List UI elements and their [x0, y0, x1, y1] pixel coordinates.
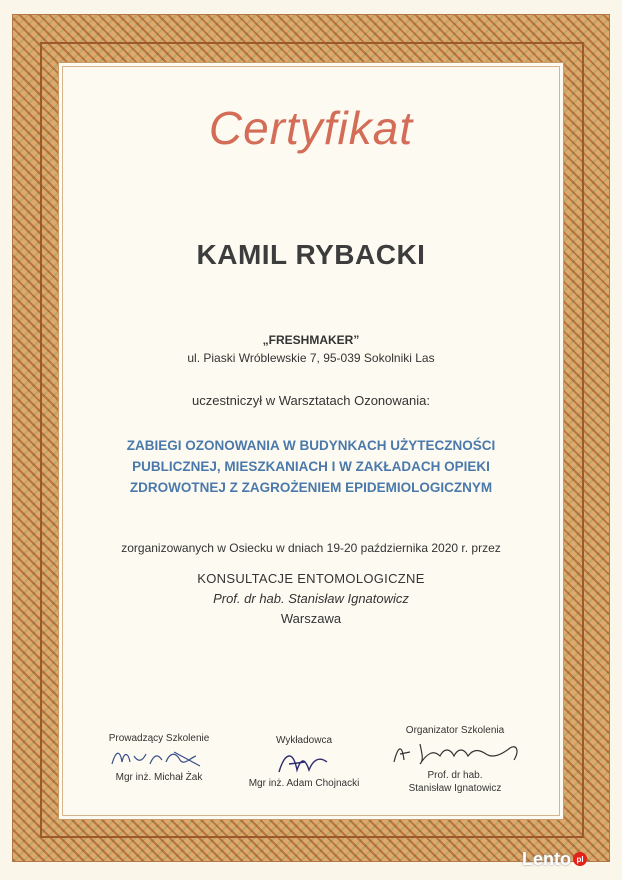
watermark-text: Lento	[522, 848, 571, 869]
watermark-badge: pl	[573, 852, 587, 866]
company-name: „FRESHMAKER”	[262, 333, 360, 347]
recipient-name: KAMIL RYBACKI	[196, 239, 426, 270]
certificate-title: Certyfikat	[208, 102, 414, 154]
signature-block-leader	[79, 733, 239, 783]
handwritten-signature-organizer	[380, 738, 530, 768]
handwritten-signature-leader	[104, 746, 214, 770]
topic-line: ZDROWOTNEJ Z ZAGROŻENIEM EPIDEMIOLOGICZNYM	[129, 480, 493, 495]
signature-title: Prof. dr hab.	[427, 770, 483, 781]
signature-block-lecturer	[224, 735, 384, 789]
organizer-city: Warszawa	[280, 611, 342, 626]
topic-line: ZABIEGI OZONOWANIA W BUDYNKACH UŻYTECZNOŚCI	[126, 438, 496, 453]
workshop-topic	[59, 435, 563, 498]
topic-line: PUBLICZNEJ, MIESZKANIACH I W ZAKŁADACH OPIEKI	[132, 459, 490, 474]
signature-role: Organizator Szkolenia	[405, 725, 505, 736]
lento-watermark	[522, 848, 587, 870]
certificate-content	[58, 62, 564, 820]
signature-name: Mgr inż. Adam Chojnacki	[248, 778, 360, 789]
organizer-name: KONSULTACJE ENTOMOLOGICZNE	[197, 571, 425, 586]
company-address: ul. Piaski Wróblewskie 7, 95-039 Sokolniki Las	[187, 351, 435, 365]
signature-role: Prowadzący Szkolenie	[108, 733, 210, 744]
signature-name: Stanisław Ignatowicz	[408, 783, 502, 794]
organized-text: zorganizowanych w Osiecku w dniach 19-20 października 2020 r. przez	[121, 541, 501, 555]
handwritten-signature-lecturer	[249, 748, 359, 776]
participation-text: uczestniczył w Warsztatach Ozonowania:	[192, 393, 430, 408]
signature-block-organizer	[375, 725, 535, 794]
organizer-prof: Prof. dr hab. Stanisław Ignatowicz	[213, 591, 409, 606]
signature-name: Mgr inż. Michał Żak	[115, 772, 203, 783]
signature-role: Wykładowca	[275, 735, 333, 746]
